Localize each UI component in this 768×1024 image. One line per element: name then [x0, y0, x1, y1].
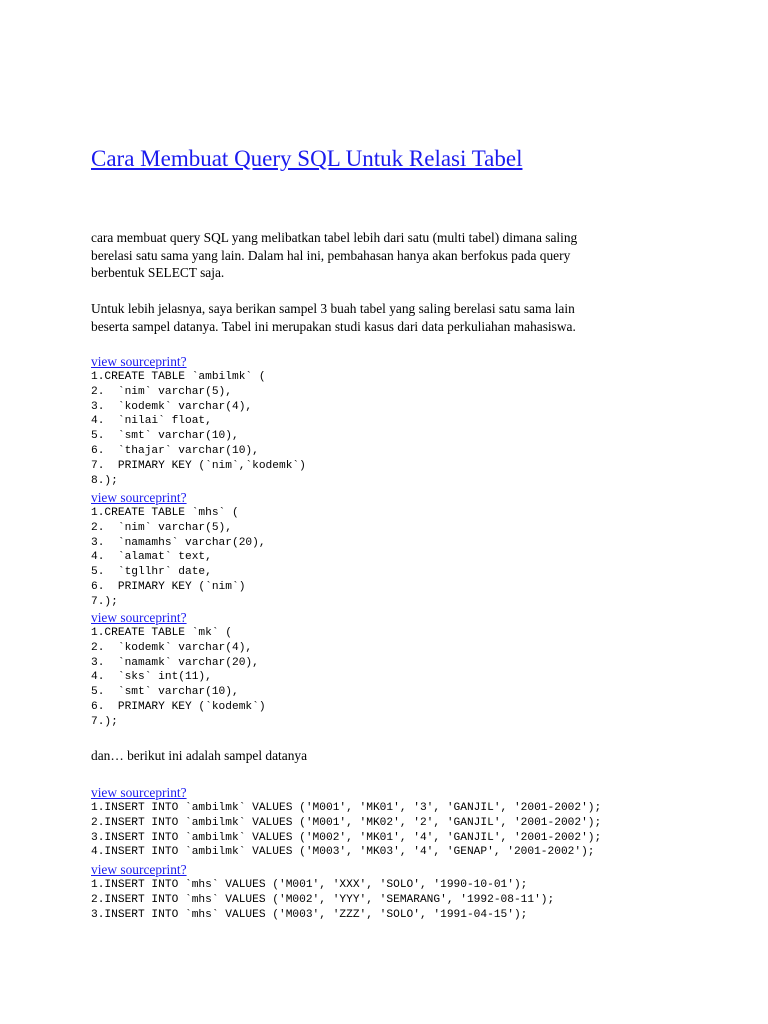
code-line: 5. `smt` varchar(10),: [91, 686, 239, 699]
code-line: 1.INSERT INTO `mhs` VALUES ('M001', 'XXX', 'SOLO', '1990-10-01');: [91, 879, 528, 891]
view-source-link[interactable]: view sourceprint?: [91, 354, 187, 369]
text-line: Untuk lebih jelasnya, saya berikan sampel 3 buah tabel yang saling berelasi satu sama lain: [91, 301, 575, 316]
code-listing: [91, 878, 554, 922]
code-line: 1.CREATE TABLE `ambilmk` (: [91, 371, 266, 383]
transition-paragraph: [91, 747, 691, 765]
code-line: 7.);: [91, 715, 118, 728]
code-line: 6. `thajar` varchar(10),: [91, 444, 259, 457]
code-block-create-mhs: [91, 489, 266, 610]
code-line: 3. `kodemk` varchar(4),: [91, 400, 253, 413]
code-block-insert-mhs: [91, 861, 554, 922]
explanation-paragraph: [91, 300, 691, 335]
code-line: 3.INSERT INTO `mhs` VALUES ('M003', 'ZZZ', 'SOLO', '1991-04-15');: [91, 908, 528, 921]
view-source-link[interactable]: view sourceprint?: [91, 785, 187, 800]
code-line: 2.INSERT INTO `ambilmk` VALUES ('M001', 'MK02', '2', 'GANJIL', '2001-2002');: [91, 816, 602, 829]
code-block-create-mk: [91, 609, 266, 730]
code-line: 3. `namamhs` varchar(20),: [91, 536, 266, 549]
code-line: 1.CREATE TABLE `mhs` (: [91, 507, 239, 519]
code-line: 3.INSERT INTO `ambilmk` VALUES ('M002', 'MK01', '4', 'GANJIL', '2001-2002');: [91, 831, 602, 844]
code-block-create-ambilmk: [91, 353, 306, 488]
code-line: 2. `nim` varchar(5),: [91, 521, 232, 534]
view-source-link[interactable]: view sourceprint?: [91, 862, 187, 877]
code-line: 1.CREATE TABLE `mk` (: [91, 627, 232, 639]
code-line: 6. PRIMARY KEY (`nim`): [91, 580, 246, 593]
text-line: beserta sampel datanya. Tabel ini merupakan studi kasus dari data perkuliahan mahasiswa.: [91, 318, 576, 334]
code-line: 7.);: [91, 595, 118, 608]
view-source-link[interactable]: view sourceprint?: [91, 490, 187, 505]
code-listing: [91, 626, 266, 730]
text-line: cara membuat query SQL yang melibatkan tabel lebih dari satu (multi tabel) dimana saling: [91, 230, 578, 245]
code-line: 8.);: [91, 474, 118, 487]
code-line: 4. `sks` int(11),: [91, 671, 212, 684]
code-line: 2. `nim` varchar(5),: [91, 385, 232, 398]
code-line: 5. `smt` varchar(10),: [91, 430, 239, 443]
view-source-link[interactable]: view sourceprint?: [91, 610, 187, 625]
code-line: 6. PRIMARY KEY (`kodemk`): [91, 700, 266, 713]
code-listing: [91, 370, 306, 488]
text-line: dan… berikut ini adalah sampel datanya: [91, 748, 308, 763]
code-listing: [91, 801, 601, 860]
code-line: 2. `kodemk` varchar(4),: [91, 641, 253, 654]
page-title[interactable]: Cara Membuat Query SQL Untuk Relasi Tabel: [91, 146, 523, 171]
code-line: 1.INSERT INTO `ambilmk` VALUES ('M001', 'MK01', '3', 'GANJIL', '2001-2002');: [91, 802, 602, 814]
text-line: berelasi satu sama yang lain. Dalam hal ini, pembahasan hanya akan berfokus pada query: [91, 247, 571, 263]
code-line: 4. `nilai` float,: [91, 415, 212, 428]
text-line: berbentuk SELECT saja.: [91, 265, 225, 280]
code-line: 4. `alamat` text,: [91, 551, 212, 564]
code-line: 3. `namamk` varchar(20),: [91, 656, 259, 669]
code-line: 7. PRIMARY KEY (`nim`,`kodemk`): [91, 459, 306, 472]
intro-paragraph: [91, 229, 691, 282]
code-line: 2.INSERT INTO `mhs` VALUES ('M002', 'YYY', 'SEMARANG', '1992-08-11');: [91, 893, 555, 906]
code-line: 5. `tgllhr` date,: [91, 566, 212, 579]
code-block-insert-ambilmk: [91, 784, 601, 860]
code-listing: [91, 506, 266, 610]
code-line: 4.INSERT INTO `ambilmk` VALUES ('M003', 'MK03', '4', 'GENAP', '2001-2002');: [91, 846, 595, 859]
